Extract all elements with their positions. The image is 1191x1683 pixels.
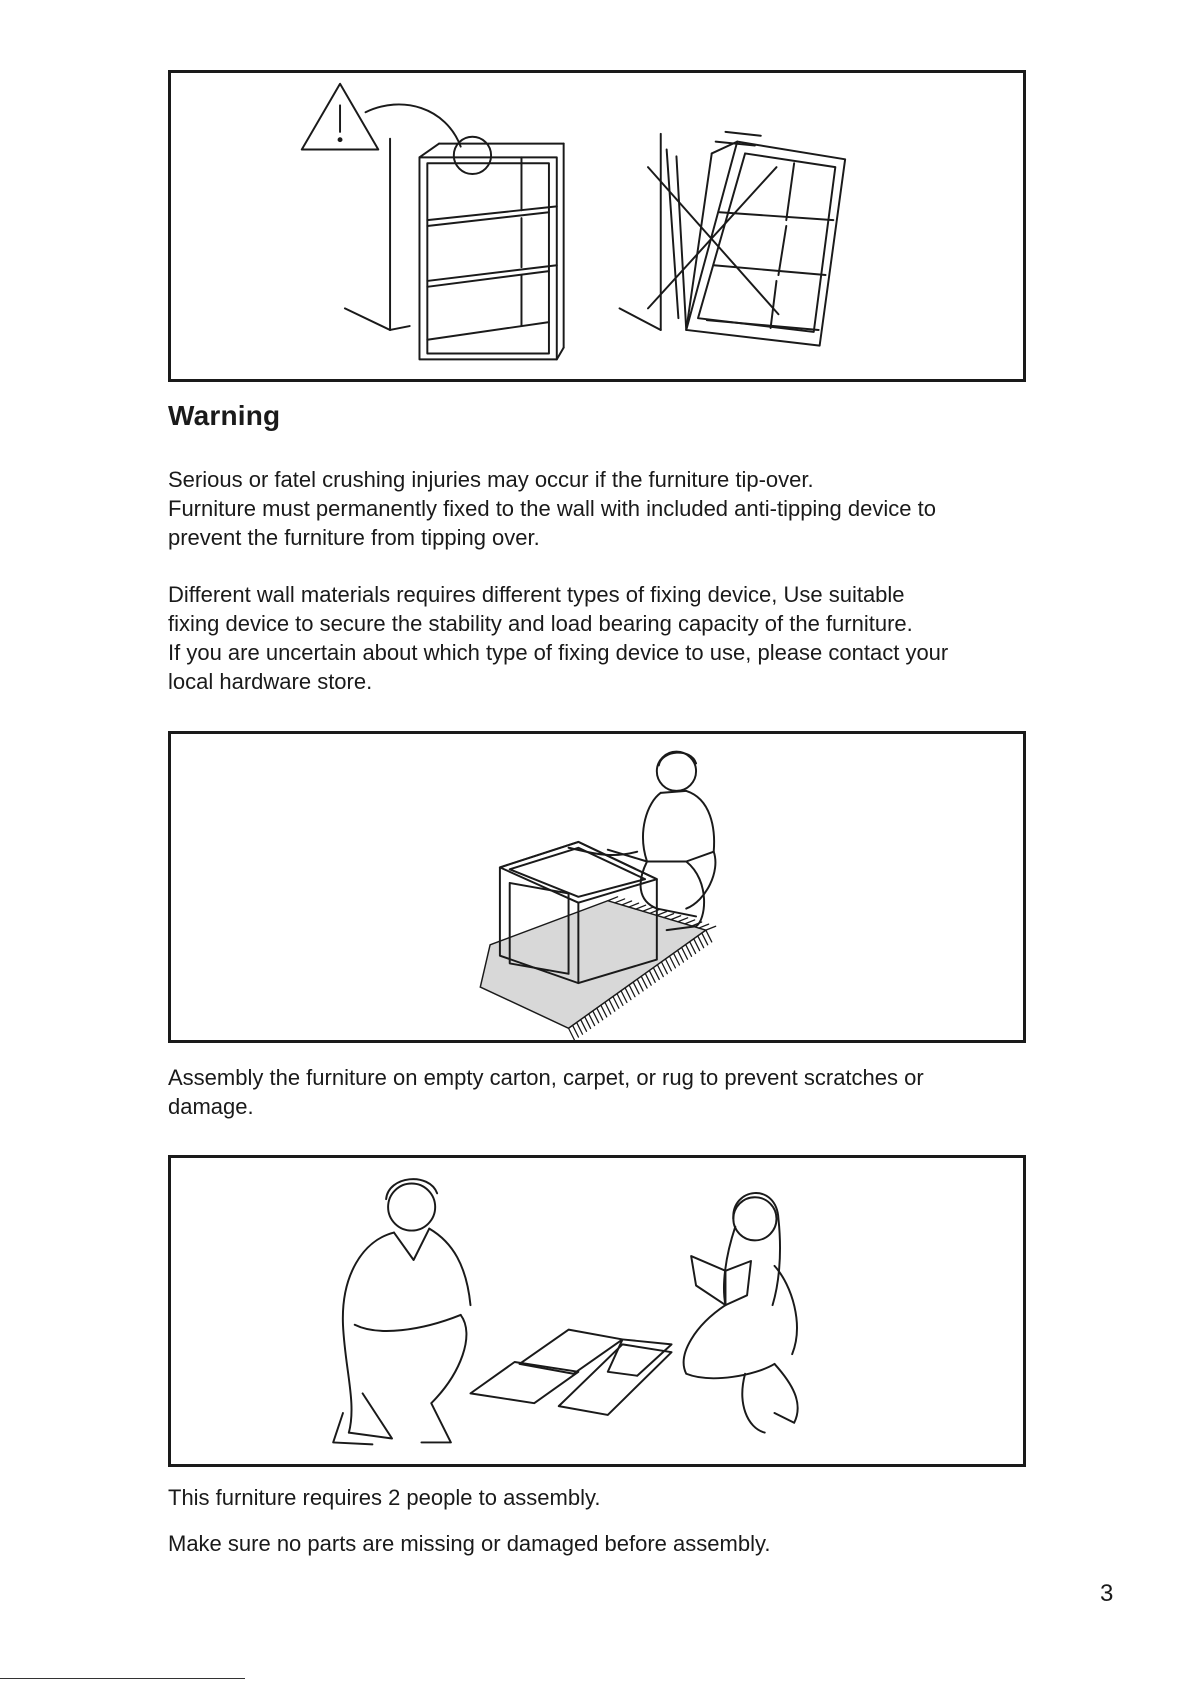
wall-anchoring-illustration bbox=[168, 70, 1026, 382]
rug-fringe-strand bbox=[690, 942, 696, 954]
fixing-device-text bbox=[168, 580, 1048, 696]
rug-fringe-strand bbox=[698, 936, 704, 948]
rug-fringe-strand bbox=[664, 914, 674, 918]
rug-fringe-strand bbox=[608, 897, 618, 901]
rug-fringe-strand bbox=[706, 930, 712, 942]
rug-fringe-strand bbox=[694, 939, 700, 951]
rug-fringe-strand bbox=[629, 903, 639, 907]
warning-triangle-icon bbox=[302, 84, 379, 150]
protective-surface-illustration bbox=[168, 731, 1026, 1043]
assembly-surface-line: Assembly the furniture on empty carton, carpet, or rug to prevent scratches or bbox=[168, 1065, 924, 1090]
rug-fringe-strand bbox=[665, 959, 671, 971]
tipover-line: prevent the furniture from tipping over. bbox=[168, 525, 540, 550]
pointer-curve bbox=[366, 104, 461, 146]
rug-fringe-strand bbox=[643, 907, 653, 911]
rug-fringe-strand bbox=[625, 988, 631, 1000]
rug-fringe-strand bbox=[678, 918, 688, 922]
page-number: 3 bbox=[1100, 1580, 1114, 1607]
two-people-illustration bbox=[168, 1155, 1026, 1467]
warning-heading: Warning bbox=[168, 400, 281, 431]
fixing-line: local hardware store. bbox=[168, 669, 373, 694]
rug-fringe-strand bbox=[622, 901, 632, 905]
rug-fringe-strand bbox=[645, 973, 651, 985]
tipover-warning-text bbox=[168, 465, 1048, 552]
rug-fringe-strand bbox=[670, 956, 676, 968]
kneeling-person bbox=[569, 752, 716, 930]
rug-fringe-strand bbox=[617, 994, 623, 1006]
rug-fringe-strand bbox=[702, 933, 708, 945]
rug-fringe-strand bbox=[657, 965, 663, 977]
protective-surface-drawing bbox=[171, 734, 1023, 1040]
rug-fringe-strand bbox=[577, 1022, 583, 1034]
parts-check-text: Make sure no parts are missing or damaged before assembly. bbox=[168, 1531, 771, 1556]
seated-woman bbox=[684, 1193, 798, 1433]
rug-fringe-strand bbox=[678, 950, 684, 962]
rug-fringe-strand bbox=[699, 924, 709, 928]
rug-fringe-strand bbox=[686, 945, 692, 957]
rug-fringe-strand bbox=[682, 947, 688, 959]
rug-fringe-strand bbox=[605, 1002, 611, 1014]
tipover-line: Furniture must permanently fixed to the wall with included anti-tipping device to bbox=[168, 496, 936, 521]
rug-fringe-strand bbox=[629, 985, 635, 997]
rug-fringe-strand bbox=[641, 976, 647, 988]
rug-fringe-strand bbox=[636, 905, 646, 909]
rug-fringe-strand bbox=[657, 912, 667, 916]
tipover-line: Serious or fatel crushing injuries may occur if the furniture tip-over. bbox=[168, 467, 814, 492]
rug-fringe-strand bbox=[637, 979, 643, 991]
secured-bookcase bbox=[345, 139, 564, 360]
rug-fringe-strand bbox=[597, 1008, 603, 1020]
rug-fringe-strand bbox=[653, 968, 659, 980]
two-people-drawing bbox=[171, 1158, 1023, 1464]
fixing-line: If you are uncertain about which type of fixing device to use, please contact your bbox=[168, 640, 949, 665]
rug-fringe-strand bbox=[621, 991, 627, 1003]
people-required-text: This furniture requires 2 people to assembly. bbox=[168, 1485, 601, 1510]
fixing-line: fixing device to secure the stability and load bearing capacity of the furniture. bbox=[168, 611, 913, 636]
rug-fringe-strand bbox=[615, 899, 625, 903]
rug bbox=[480, 897, 715, 1040]
footer-rule bbox=[0, 1678, 245, 1679]
crouching-man bbox=[333, 1179, 470, 1444]
anchor-detail-circle bbox=[454, 137, 491, 174]
rug-fringe-strand bbox=[589, 1014, 595, 1026]
rug-fringe-strand bbox=[671, 916, 681, 920]
rug-fringe-strand bbox=[609, 999, 615, 1011]
rug-fringe-strand bbox=[585, 1017, 591, 1029]
flat-panels bbox=[470, 1330, 671, 1415]
rug-fringe-strand bbox=[674, 953, 680, 965]
rug-fringe-strand bbox=[581, 1020, 587, 1032]
assembly-surface-line: damage. bbox=[168, 1094, 254, 1119]
rug-fringe-strand bbox=[685, 920, 695, 924]
rug-fringe-strand bbox=[613, 997, 619, 1009]
rug-fringe-strand bbox=[569, 1028, 575, 1040]
rug-fringe-strand bbox=[661, 962, 667, 974]
assembly-surface-text bbox=[168, 1063, 1048, 1121]
rug-fringe-strand bbox=[593, 1011, 599, 1023]
rug-fringe-strand bbox=[573, 1025, 579, 1037]
fixing-line: Different wall materials requires different types of fixing device, Use suitable bbox=[168, 582, 905, 607]
rug-fringe-strand bbox=[706, 926, 716, 930]
rug-fringe-strand bbox=[633, 982, 639, 994]
rug-fringe-strand bbox=[650, 909, 660, 913]
tipping-bookcase bbox=[620, 132, 846, 346]
rug-fringe-strand bbox=[649, 971, 655, 983]
rug-fringe-strand bbox=[601, 1005, 607, 1017]
wall-anchoring-drawing bbox=[171, 73, 1023, 379]
